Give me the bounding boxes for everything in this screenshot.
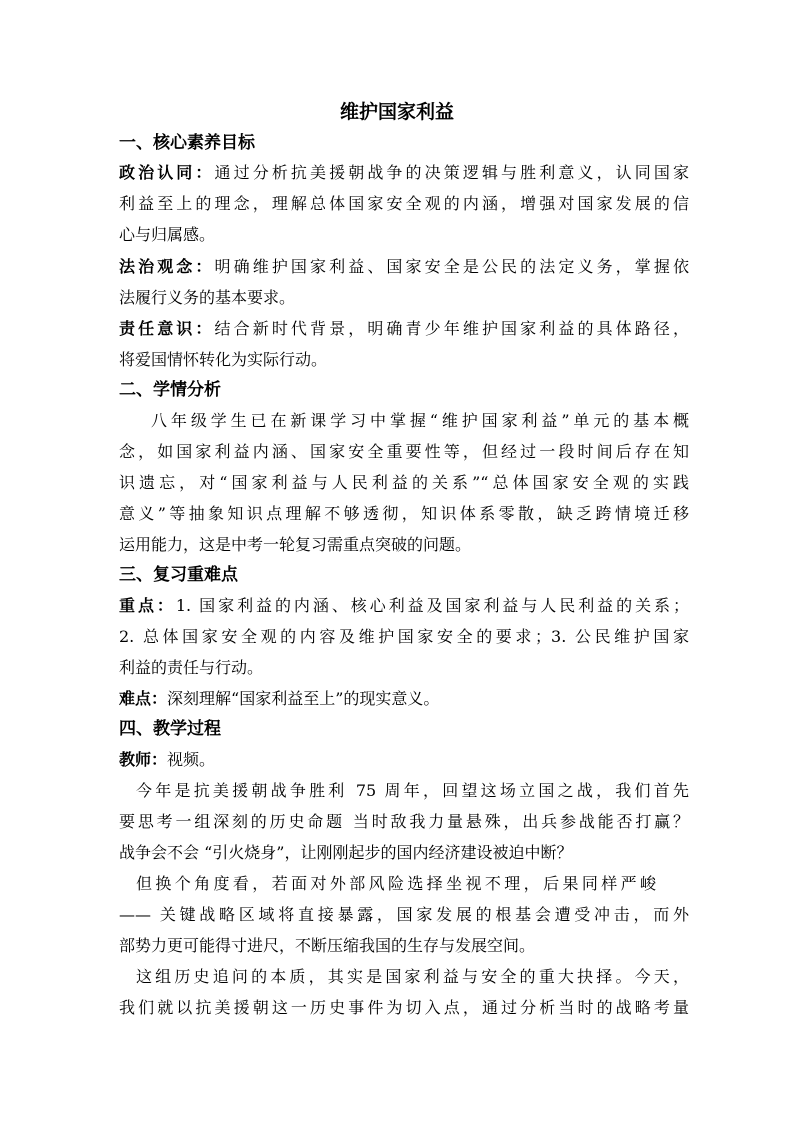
text-span: 深刻理解“国家利益至上”的现实意义。 bbox=[167, 689, 440, 708]
paragraph-line: 今年是抗美援朝战争胜利 75 周年，回望这场立国之战，我们首先 bbox=[136, 781, 689, 800]
paragraph-line: 意义”等抽象知识点理解不够透彻，知识体系零散，缺乏跨情境迁移 bbox=[119, 504, 689, 523]
section-heading-goals: 一、核心素养目标 bbox=[119, 133, 255, 153]
paragraph-line: 识遗忘，对“国家利益与人民利益的关系”“总体国家安全观的实践 bbox=[119, 473, 689, 492]
text-span: 明确维护国家利益、国家安全是公民的法定义务，掌握依 bbox=[214, 257, 689, 276]
text-span: 通过分析抗美援朝战争的决策逻辑与胜利意义，认同国家 bbox=[214, 163, 689, 182]
paragraph-line bbox=[119, 314, 689, 344]
paragraph-line bbox=[119, 591, 689, 621]
term-label: 法治观念： bbox=[119, 257, 215, 276]
paragraph-line bbox=[119, 158, 689, 188]
term-label: 政治认同： bbox=[119, 163, 215, 182]
text-span: 视频。 bbox=[167, 750, 216, 769]
paragraph-line: 将爱国情怀转化为实际行动。 bbox=[119, 350, 328, 369]
paragraph-line: 这组历史追问的本质，其实是国家利益与安全的重大抉择。今天， bbox=[136, 967, 689, 986]
paragraph-line bbox=[119, 252, 689, 282]
text-span: 结合新时代背景，明确青少年维护国家利益的具体路径， bbox=[214, 319, 689, 338]
paragraph-line bbox=[119, 745, 689, 775]
term-label: 重点： bbox=[119, 596, 176, 615]
paragraph-line bbox=[119, 684, 689, 714]
paragraph-line: 念，如国家利益内涵、国家安全重要性等，但经过一段时间后存在知 bbox=[119, 442, 689, 461]
paragraph-line: 利益的责任与行动。 bbox=[119, 658, 264, 677]
paragraph-line: 但换个角度看，若面对外部风险选择坐视不理，后果同样严峻 bbox=[136, 874, 656, 893]
section-heading-analysis: 二、学情分析 bbox=[119, 380, 221, 400]
paragraph-line: 心与归属感。 bbox=[119, 225, 216, 244]
paragraph-line: 利益至上的理念，理解总体国家安全观的内涵，增强对国家发展的信 bbox=[119, 194, 689, 213]
paragraph-line: —— 关键战略区域将直接暴露，国家发展的根基会遭受冲击，而外 bbox=[119, 905, 689, 924]
term-label: 责任意识： bbox=[119, 319, 215, 338]
text-span: 1. 国家利益的内涵、核心利益及国家利益与人民利益的关系； bbox=[175, 596, 689, 615]
term-label: 难点： bbox=[119, 689, 168, 708]
paragraph-line: 要思考一组深刻的历史命题 当时敌我力量悬殊，出兵参战能否打赢？ bbox=[119, 812, 689, 831]
term-label: 教师： bbox=[119, 750, 168, 769]
paragraph-line: 部势力更可能得寸进尺，不断压缩我国的生存与发展空间。 bbox=[119, 936, 536, 955]
paragraph-line: 法履行义务的基本要求。 bbox=[119, 288, 296, 307]
paragraph-line: 2. 总体国家安全观的内容及维护国家安全的要求；3. 公民维护国家 bbox=[119, 627, 689, 646]
paragraph-line: 八年级学生已在新课学习中掌握“维护国家利益”单元的基本概 bbox=[151, 411, 689, 430]
section-heading-process: 四、教学过程 bbox=[119, 719, 221, 739]
paragraph-line: 战争会不会 “引火烧身”，让刚刚起步的国内经济建设被迫中断？ bbox=[119, 843, 573, 862]
section-heading-key-points: 三、复习重难点 bbox=[119, 565, 238, 585]
document-title: 维护国家利益 bbox=[339, 101, 454, 123]
paragraph-line: 运用能力，这是中考一轮复习需重点突破的问题。 bbox=[119, 535, 472, 554]
paragraph-line: 我们就以抗美援朝这一历史事件为切入点，通过分析当时的战略考量 bbox=[119, 998, 689, 1017]
